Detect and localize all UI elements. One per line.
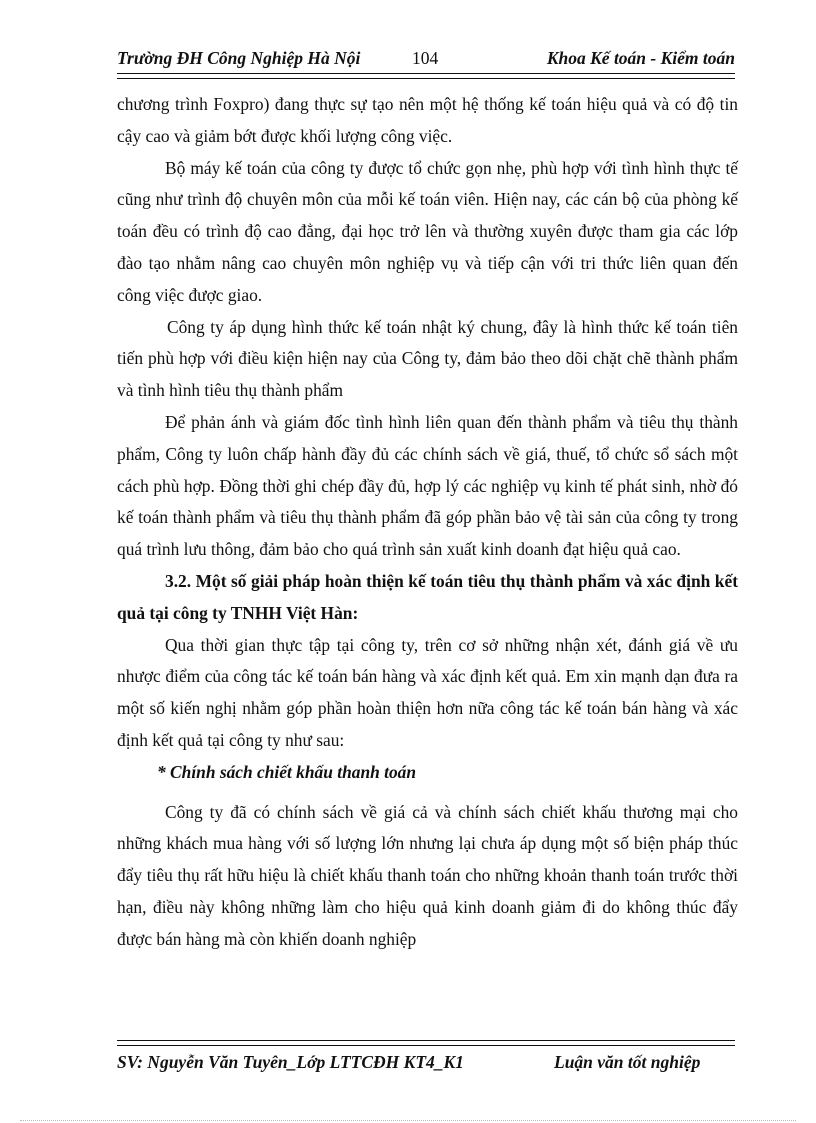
paragraph-proposals-intro: Qua thời gian thực tập tại công ty, trên cơ sở những nhận xét, đánh giá về ưu nhược điểm của công tác kế toán bán hàng và xác định kết quả. Em xin mạnh dạn đưa ra một số kiến nghị nhằm góp phần hoàn thiện hơn nữa công tác kế toán bán hàng và xác định kết quả tại công ty như sau: <box>117 634 738 750</box>
page-edge-dots <box>20 1120 796 1121</box>
subsection-heading: * Chính sách chiết khấu thanh toán <box>157 761 417 782</box>
footer-thesis-label: Luận văn tốt nghiệp <box>554 1052 701 1072</box>
header-faculty-name: Khoa Kế toán - Kiểm toán <box>546 48 735 68</box>
paragraph-continuation: chương trình Foxpro) đang thực sự tạo nên một hệ thống kế toán hiệu quả và có độ tin cậy cao và giảm bớt được khối lượng công việc. <box>117 94 738 146</box>
footer-student-info: SV: Nguyễn Văn Tuyên_Lớp LTTCĐH KT4_K1 <box>117 1052 464 1072</box>
footer-divider <box>117 1040 735 1046</box>
paragraph-payment-discount: Công ty đã có chính sách về giá cả và chính sách chiết khấu thương mại cho những khách mua hàng với số lượng lớn nhưng lại chưa áp dụng một số biện pháp thúc đẩy tiêu thụ rất hữu hiệu là chiết khấu thanh toán cho những khoản thanh toán trước thời hạn, điều này không những làm cho hiệu quả kinh doanh giảm đi do không thúc đẩy được bán hàng mà còn khiến doanh nghiệp <box>117 801 738 949</box>
paragraph-journal-method: Công ty áp dụng hình thức kế toán nhật ký chung, đây là hình thức kế toán tiên tiến phù hợp với điều kiện hiện nay của Công ty, đảm bảo theo dõi chặt chẽ thành phẩm và tình hình tiêu thụ thành phẩm <box>117 316 738 401</box>
section-heading: 3.2. Một số giải pháp hoàn thiện kế toán tiêu thụ thành phẩm và xác định kết quả tại công ty TNHH Việt Hàn: <box>117 570 738 623</box>
page-footer <box>117 1052 735 1078</box>
paragraph-reflection-control: Để phản ánh và giám đốc tình hình liên quan đến thành phẩm và tiêu thụ thành phẩm, Công ty luôn chấp hành đầy đủ các chính sách về giá, thuế, tổ chức sổ sách một cách phù hợp. Đồng thời ghi chép đầy đủ, hợp lý các nghiệp vụ kinh tế phát sinh, nhờ đó kế toán thành phẩm và tiêu thụ thành phẩm đã góp phần bảo vệ tài sản của công ty trong quá trình lưu thông, đảm bảo cho quá trình sản xuất kinh doanh đạt hiệu quả cao. <box>117 411 738 560</box>
page-number: 104 <box>412 48 439 68</box>
header-school-name: Trường ĐH Công Nghiệp Hà Nội <box>117 48 361 68</box>
header-divider <box>117 73 735 79</box>
page-header <box>117 46 735 72</box>
page-body <box>117 89 738 956</box>
paragraph-accounting-apparatus: Bộ máy kế toán của công ty được tổ chức gọn nhẹ, phù hợp với tình hình thực tế cũng như trình độ chuyên môn của mỗi kế toán viên. Hiện nay, các cán bộ của phòng kế toán đều có trình độ cao đẳng, đại học trở lên và thường xuyên được tham gia các lớp đào tạo nhằm nâng cao chuyên môn nghiệp vụ và tiếp cận với tri thức liên quan đến công việc được giao. <box>117 157 738 305</box>
